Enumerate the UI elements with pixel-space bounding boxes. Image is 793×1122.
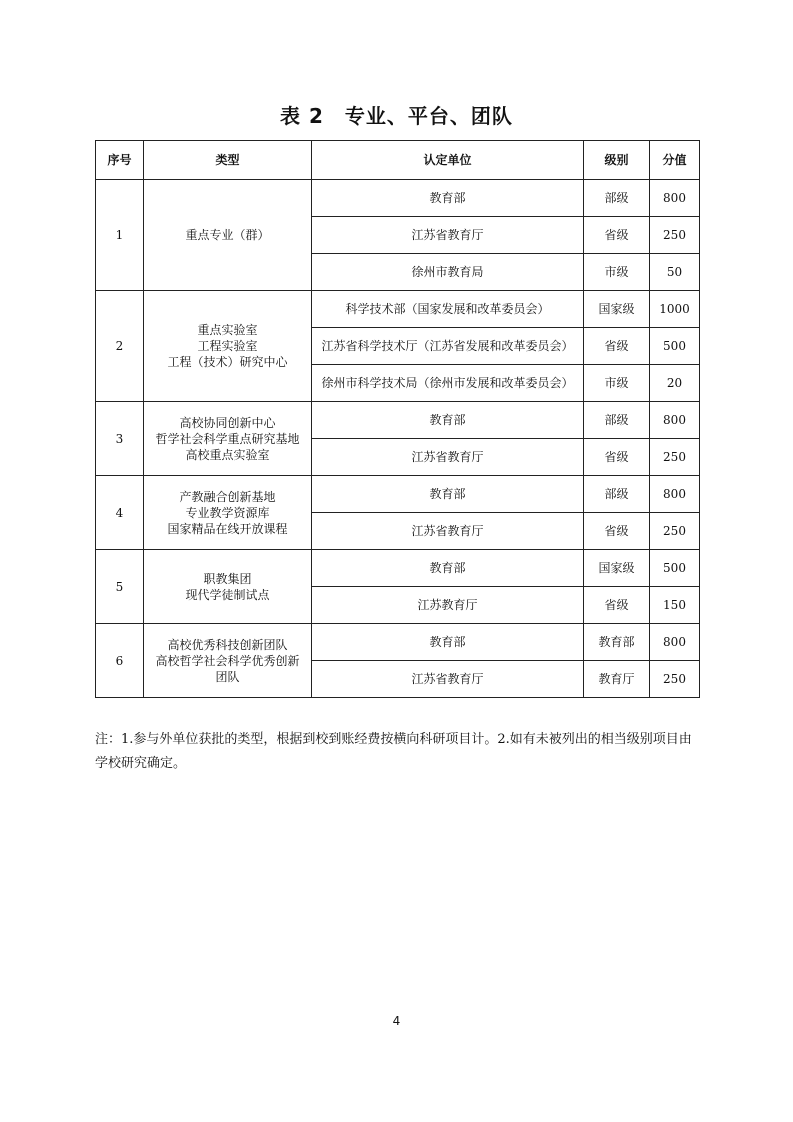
type-line: 专业教学资源库 — [185, 505, 270, 520]
cell-type — [144, 402, 312, 476]
table-row — [96, 476, 700, 513]
cell-level: 教育部 — [584, 624, 650, 661]
cell-level: 省级 — [584, 328, 650, 365]
type-line: 工程实验室 — [197, 339, 258, 353]
table-row — [96, 402, 700, 439]
type-line: 职教集团 — [203, 571, 252, 586]
cell-unit: 教育部 — [312, 476, 584, 513]
cell-score: 20 — [650, 365, 700, 402]
header-unit: 认定单位 — [312, 141, 584, 180]
type-line: 产教融合创新基地 — [179, 489, 276, 504]
cell-unit: 科学技术部（国家发展和改革委员会） — [312, 291, 584, 328]
cell-score: 250 — [650, 513, 700, 550]
type-line: 高校哲学社会科学优秀创新 — [155, 653, 300, 668]
cell-score: 800 — [650, 180, 700, 217]
type-line: 高校重点实验室 — [185, 447, 270, 462]
cell-unit: 江苏省教育厅 — [312, 513, 584, 550]
cell-unit: 江苏省科学技术厅（江苏省发展和改革委员会） — [312, 328, 584, 365]
cell-score: 800 — [650, 402, 700, 439]
cell-score: 1000 — [650, 291, 700, 328]
table-row — [96, 180, 700, 217]
cell-num: 2 — [96, 291, 144, 402]
table-row — [96, 291, 700, 328]
type-line: 高校协同创新中心 — [179, 415, 276, 430]
cell-type — [144, 291, 312, 402]
cell-num: 1 — [96, 180, 144, 291]
type-line: 重点专业（群） — [185, 228, 270, 242]
cell-score: 150 — [650, 587, 700, 624]
page-title: 表 2 专业、平台、团队 — [280, 104, 513, 128]
cell-num: 5 — [96, 550, 144, 624]
cell-score: 250 — [650, 439, 700, 476]
cell-num: 6 — [96, 624, 144, 698]
type-line: 工程（技术）研究中心 — [167, 355, 288, 369]
cell-level: 部级 — [584, 180, 650, 217]
table-note: 注：1.参与外单位获批的类型，根据到校到账经费按横向科研项目计。2.如有未被列出的相当级别项目由学校研究确定。 — [95, 732, 692, 771]
table-row — [96, 550, 700, 587]
cell-score: 50 — [650, 254, 700, 291]
score-table — [95, 140, 700, 698]
type-line: 哲学社会科学重点研究基地 — [155, 431, 300, 446]
cell-unit: 教育部 — [312, 624, 584, 661]
header-num: 序号 — [96, 141, 144, 180]
cell-unit: 徐州市科学技术局（徐州市发展和改革委员会） — [312, 365, 584, 402]
cell-score: 500 — [650, 550, 700, 587]
cell-level: 省级 — [584, 439, 650, 476]
table-row — [96, 624, 700, 661]
cell-level: 部级 — [584, 476, 650, 513]
cell-unit: 徐州市教育局 — [312, 254, 584, 291]
cell-level: 市级 — [584, 365, 650, 402]
header-score: 分值 — [650, 141, 700, 180]
cell-level: 省级 — [584, 587, 650, 624]
cell-level: 教育厅 — [584, 661, 650, 698]
cell-level: 省级 — [584, 217, 650, 254]
cell-type — [144, 476, 312, 550]
type-line: 国家精品在线开放课程 — [167, 521, 288, 536]
cell-level: 国家级 — [584, 550, 650, 587]
header-level: 级别 — [584, 141, 650, 180]
table-header-row — [96, 141, 700, 180]
type-line: 重点实验室 — [197, 323, 258, 337]
table-body — [96, 180, 700, 698]
cell-num: 3 — [96, 402, 144, 476]
cell-unit: 江苏省教育厅 — [312, 439, 584, 476]
cell-unit: 教育部 — [312, 402, 584, 439]
cell-type — [144, 624, 312, 698]
cell-level: 部级 — [584, 402, 650, 439]
cell-score: 800 — [650, 624, 700, 661]
page-number: 4 — [392, 1014, 401, 1028]
cell-score: 500 — [650, 328, 700, 365]
type-line: 团队 — [215, 669, 240, 684]
cell-unit: 江苏省教育厅 — [312, 217, 584, 254]
cell-level: 市级 — [584, 254, 650, 291]
cell-num: 4 — [96, 476, 144, 550]
cell-score: 250 — [650, 217, 700, 254]
cell-level: 国家级 — [584, 291, 650, 328]
cell-score: 800 — [650, 476, 700, 513]
cell-unit: 江苏教育厅 — [312, 587, 584, 624]
cell-type — [144, 180, 312, 291]
cell-unit: 教育部 — [312, 550, 584, 587]
type-line: 现代学徒制试点 — [185, 587, 270, 602]
cell-unit: 教育部 — [312, 180, 584, 217]
type-line: 高校优秀科技创新团队 — [167, 637, 288, 652]
cell-type — [144, 550, 312, 624]
header-type: 类型 — [144, 141, 312, 180]
cell-score: 250 — [650, 661, 700, 698]
cell-unit: 江苏省教育厅 — [312, 661, 584, 698]
cell-level: 省级 — [584, 513, 650, 550]
